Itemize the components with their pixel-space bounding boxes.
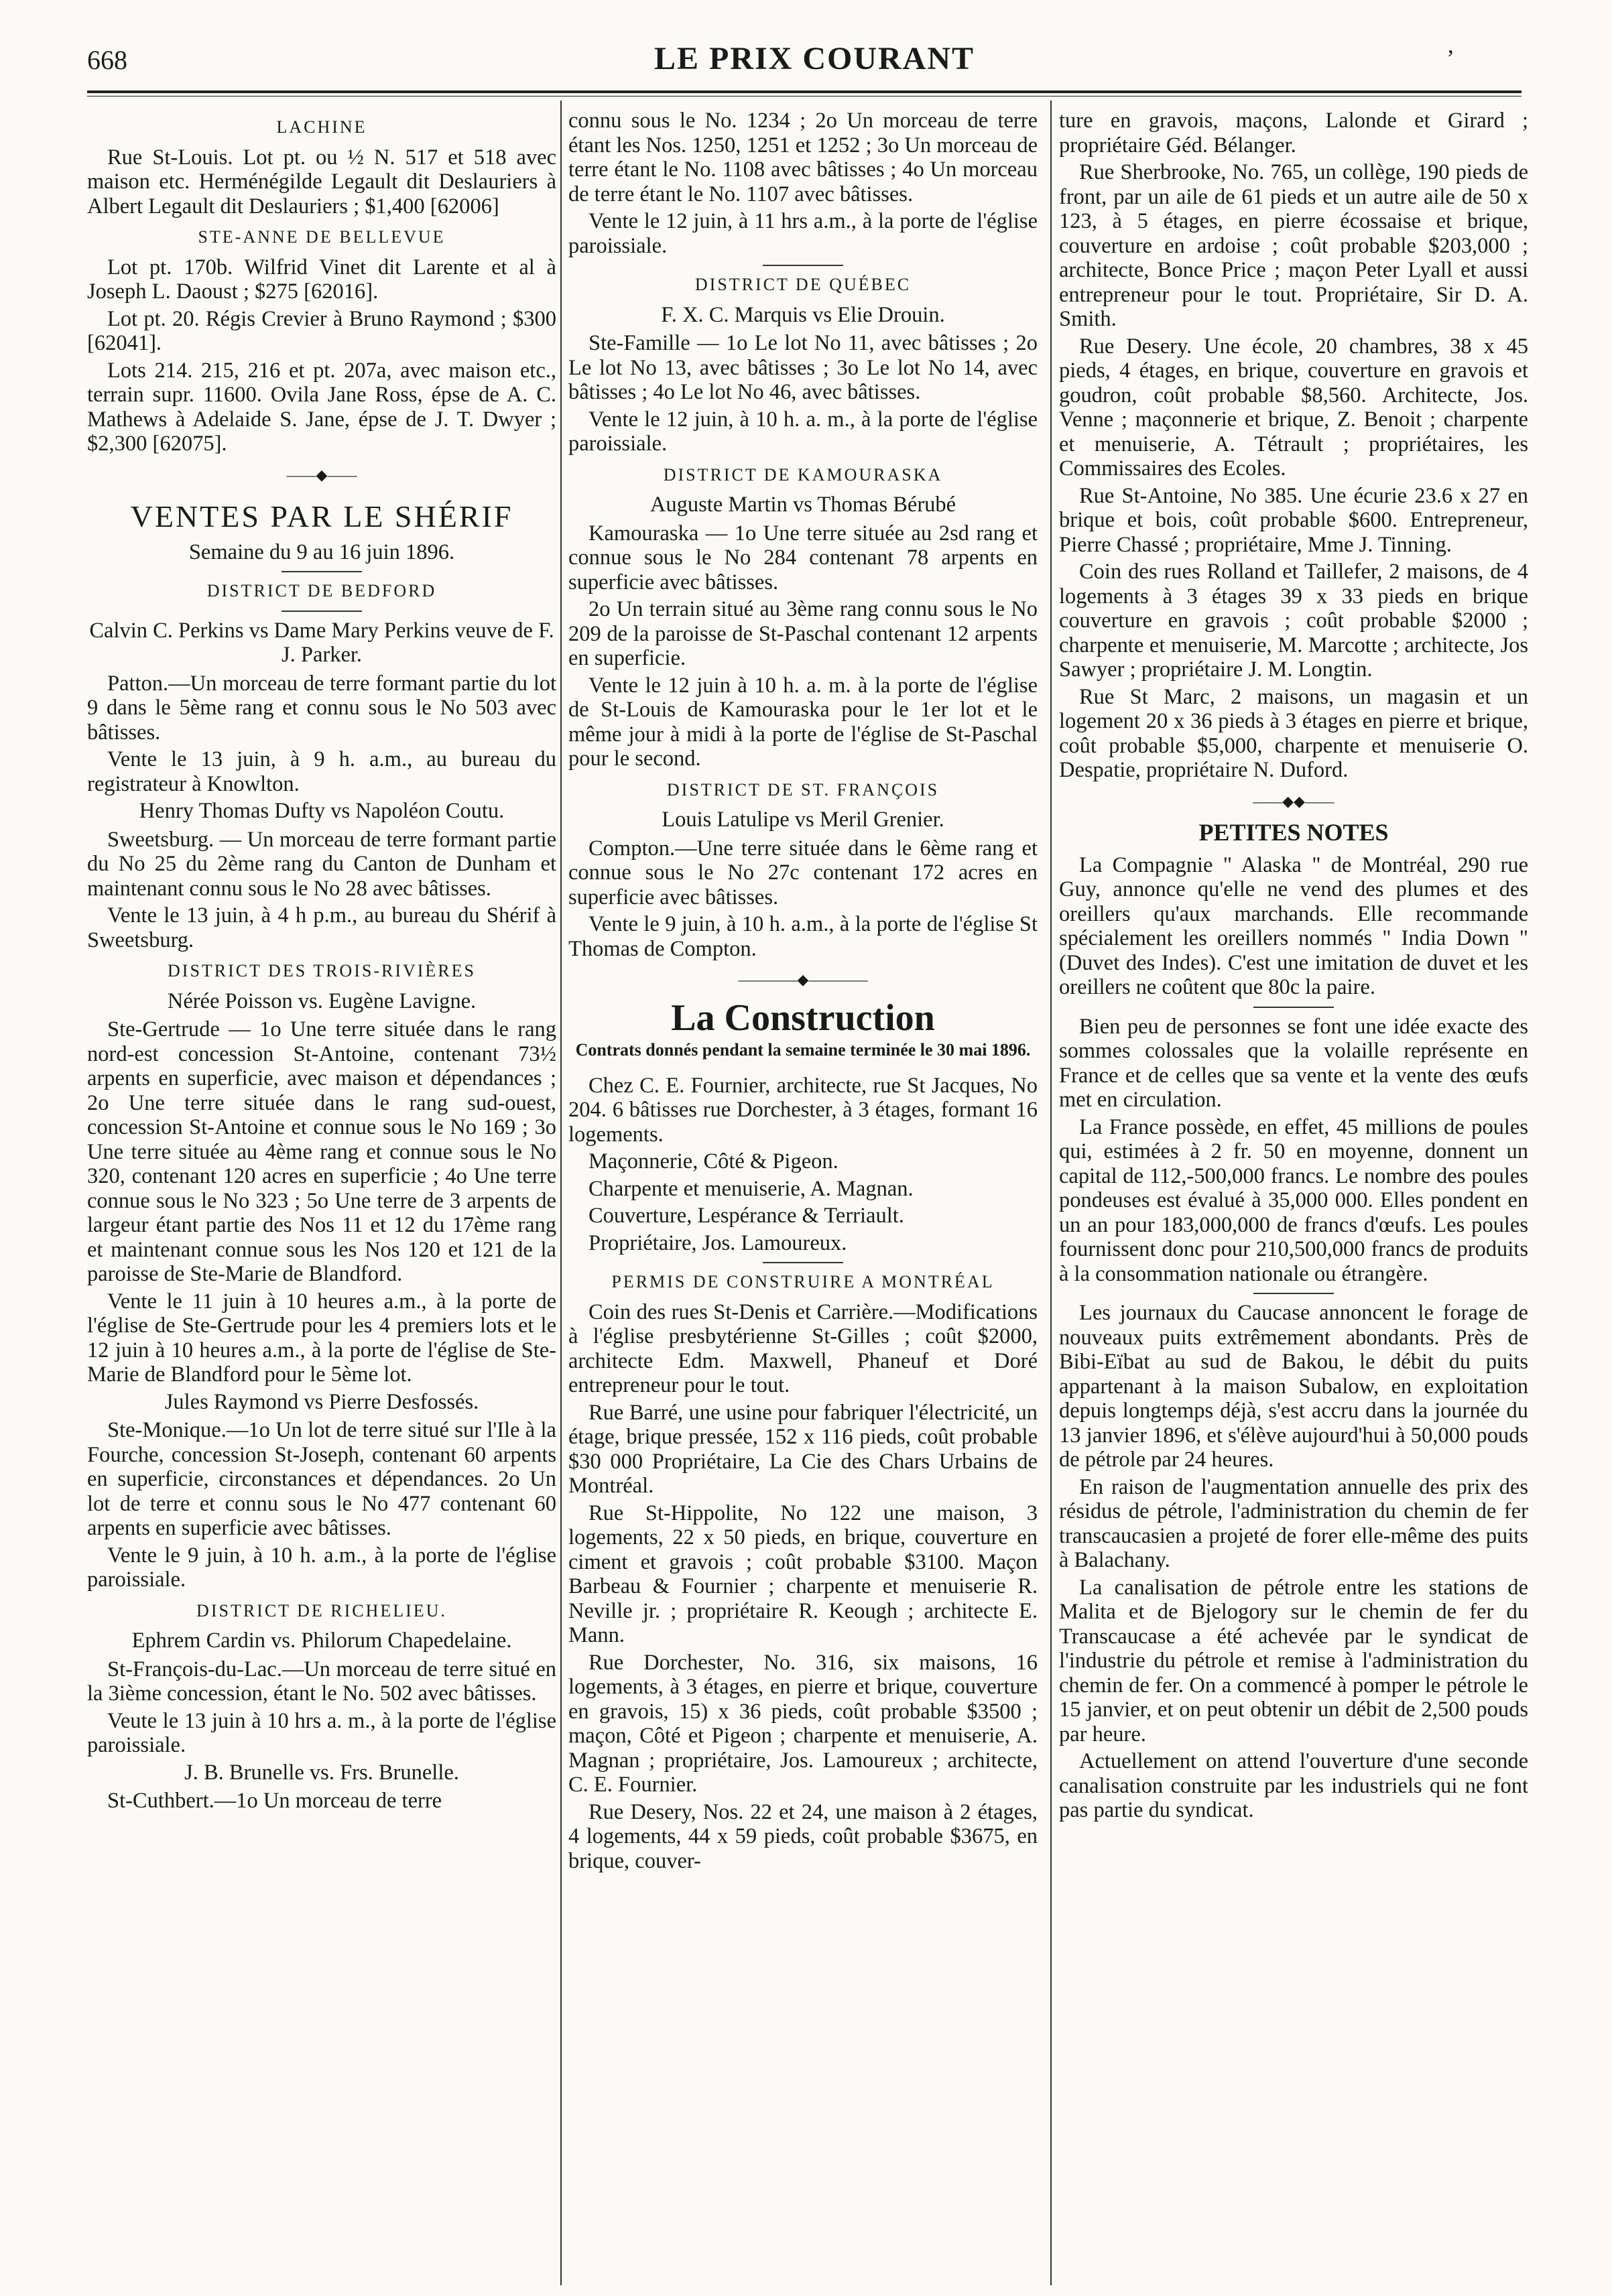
ornament-divider: ——◆◆—— xyxy=(1253,792,1335,810)
paragraph: Rue Barré, une usine pour fabriquer l'électricité, un étage, brique pressée, 152 x 116 pieds, coût probable $30 000 Propriétaire, La Cie des Chars Urbains de Montréal. xyxy=(568,1400,1038,1498)
short-rule xyxy=(282,571,362,572)
paragraph: Vente le 9 juin, à 10 h. a.m., à la porte de l'église St Thomas de Compton. xyxy=(568,912,1038,961)
column-2 xyxy=(568,109,1038,2280)
paragraph: Coin des rues Rolland et Taillefer, 2 maisons, de 4 logements à 3 étages 39 x 33 pieds en brique couverture en gravois ; coût probable $2000 ; charpente et menuiserie, M. Marcotte ; architecte, Jos Sawyer ; propriétaire J. M. Longtin. xyxy=(1059,560,1528,682)
case-title: Henry Thomas Dufty vs Napoléon Coutu. xyxy=(139,799,505,823)
paragraph: Actuellement on attend l'ouverture d'une seconde canalisation construite par les industriels qui ne font pas partie du syndicat. xyxy=(1059,1749,1528,1822)
paragraph: Rue Desery, Nos. 22 et 24, une maison à 2 étages, 4 logements, 44 x 59 pieds, coût probable $3675, en brique, couver- xyxy=(568,1799,1038,1873)
paragraph: Vente le 11 juin à 10 heures a.m., à la porte de l'église de Ste-Gertrude pour les 4 premiers lots et le 12 juin à 10 heures a.m., à la porte de l'église de Ste-Marie de Blandford pour le 5ème lot. xyxy=(87,1289,556,1387)
paragraph: Rue Dorchester, No. 316, six maisons, 16 logements, à 3 étages, en pierre et brique, couverture en gravois, 15) x 36 pieds, coût probable $3500 ; maçon, Côté et Pigeon ; charpente et menuiserie, A. Magnan ; propriétaire, Jos. Lamoureux ; architecte, C. E. Fournier. xyxy=(568,1650,1038,1797)
page-header xyxy=(87,39,1542,86)
list-item: Charpente et menuiserie, A. Magnan. xyxy=(588,1176,914,1201)
page-number: 668 xyxy=(87,45,127,75)
district-heading-kamouraska: DISTRICT DE KAMOURASKA xyxy=(663,464,943,485)
paragraph: Rue St-Hippolite, No 122 une maison, 3 logements, 22 x 50 pieds, en brique, couverture en ciment et gravois ; coût probable $3100. Maçon Barbeau & Fournier ; charpente et menuiserie R. Neville jr. ; propriétaire R. Keough ; architecte E. Mann. xyxy=(568,1501,1038,1647)
stray-mark: ʼ xyxy=(1446,45,1454,72)
column-3 xyxy=(1059,109,1528,2280)
paragraph: Lot pt. 20. Régis Crevier à Bruno Raymond ; $300 [62041]. xyxy=(87,306,556,355)
paragraph: connu sous le No. 1234 ; 2o Un morceau de terre étant les Nos. 1250, 1251 et 1252 ; 3o Un morceau de terre étant le No. 1108 avec bâtisses ; 4o Un morceau de terre étant le No. 1107 avec bâtisses. xyxy=(568,109,1038,206)
contracts-subtitle: Contrats donnés pendant la semaine terminée le 30 mai 1896. xyxy=(575,1040,1031,1060)
running-title: LE PRIX COURANT xyxy=(654,41,975,76)
ornament-divider: ——◆—— xyxy=(286,466,357,483)
case-title: Louis Latulipe vs Meril Grenier. xyxy=(662,808,944,832)
section-heading-bellevue: STE-ANNE DE BELLEVUE xyxy=(198,227,446,247)
paragraph: ture en gravois, maçons, Lalonde et Girard ; propriétaire Géd. Bélanger. xyxy=(1059,109,1528,157)
case-title: Auguste Martin vs Thomas Bérubé xyxy=(649,493,956,517)
case-title: J. B. Brunelle vs. Frs. Brunelle. xyxy=(184,1760,459,1785)
paragraph: La canalisation de pétrole entre les stations de Malita et de Bjelogory sur le chemin de fer du Transcaucase a été achevée par le syndicat de l'industrie du pétrole et remise à l'administration du chemin de fer. On a commencé à pomper le pétrole le 15 janvier, et on peut obtenir un débit de 2,500 pouds par heure. xyxy=(1059,1575,1528,1746)
paragraph: Coin des rues St-Denis et Carrière.—Modifications à l'église presbytérienne St-Gilles ; coût $2000, architecte Edm. Maxwell, Phaneuf et Doré entrepreneur pour le tout. xyxy=(568,1299,1038,1397)
case-title: Calvin C. Perkins vs Dame Mary Perkins veuve de F. J. Parker. xyxy=(89,618,554,667)
short-rule xyxy=(1253,1007,1334,1008)
short-rule xyxy=(1253,1293,1334,1294)
paragraph: Lot pt. 170b. Wilfrid Vinet dit Larente et al à Joseph L. Daoust ; $275 [62016]. xyxy=(87,255,556,304)
paragraph: Rue St-Antoine, No 385. Une écurie 23.6 x 27 en brique et bois, coût probable $600. Entrepreneur, Pierre Chassé ; propriétaire, Mme J. Tinning. xyxy=(1059,483,1528,557)
paragraph: Vente le 13 juin, à 4 h p.m., au bureau du Shérif à Sweetsburg. xyxy=(87,903,556,952)
paragraph: Compton.—Une terre située dans le 6ème rang et connue sous le No 27c contenant 172 acres en superficie avec bâtisses. xyxy=(568,836,1038,909)
paragraph: La Compagnie " Alaska " de Montréal, 290 rue Guy, annonce qu'elle ne vend des plumes et des oreillers qu'aux marchands. Elle recommande spécialement les oreillers nommés " India Down " (Duvet des Indes). C'est une imitation de duvet et les oreillers ne coûtent que 80c la paire. xyxy=(1059,852,1528,999)
district-heading-st-francois: DISTRICT DE ST. FRANÇOIS xyxy=(666,779,940,800)
section-heading-permis: PERMIS DE CONSTRUIRE A MONTRÉAL xyxy=(611,1272,995,1291)
paragraph: Ste-Monique.—1o Un lot de terre situé sur l'Ile à la Fourche, concession St-Joseph, contenant 60 arpents en superficie, circonstances et dépendances. 2o Un lot de terre et connu sous le No 477 contenant 60 arpents en superficie avec bâtisses. xyxy=(87,1418,556,1540)
paragraph: Chez C. E. Fournier, architecte, rue St Jacques, No 204. 6 bâtisses rue Dorchester, à 3 étages, formant 16 logements. xyxy=(568,1073,1038,1147)
contractor-list xyxy=(568,1149,1038,1255)
paragraph: En raison de l'augmentation annuelle des prix des résidus de pétrole, l'administration du chemin de fer transcaucasien a projeté de forer elle-même des puits à Balachany. xyxy=(1059,1474,1528,1572)
district-heading-quebec: DISTRICT DE QUÉBEC xyxy=(694,275,912,294)
section-title-petites-notes: PETITES NOTES xyxy=(1198,819,1389,846)
paragraph: Vente le 12 juin, à 10 h. a. m., à la porte de l'église paroissiale. xyxy=(568,407,1038,456)
case-title: Jules Raymond vs Pierre Desfossés. xyxy=(164,1389,479,1414)
short-rule xyxy=(282,611,362,612)
list-item: Maçonnerie, Côté & Pigeon. xyxy=(588,1149,839,1173)
column-1 xyxy=(87,109,556,2280)
paragraph: Sweetsburg. — Un morceau de terre formant partie du No 25 du 2ème rang du Canton de Dunham et maintenant connu sous le No 28 avec bâtisses. xyxy=(87,827,556,901)
paragraph: Rue St Marc, 2 maisons, un magasin et un logement 20 x 36 pieds à 3 étages en pierre et brique, coût probable $5,000, charpente et menuiserie O. Despatie, propriétaire N. Duford. xyxy=(1059,684,1528,782)
section-title-construction: La Construction xyxy=(671,997,935,1039)
paragraph: Patton.—Un morceau de terre formant partie du lot 9 dans le 5ème rang et connu sous le No 503 avec bâtisses. xyxy=(87,671,556,745)
section-heading-lachine: LACHINE xyxy=(276,117,367,137)
section-title-ventes: VENTES PAR LE SHÉRIF xyxy=(130,499,513,533)
case-title: Nérée Poisson vs. Eugène Lavigne. xyxy=(167,988,477,1013)
case-title: F. X. C. Marquis vs Elie Drouin. xyxy=(661,302,945,327)
paragraph: Vente le 12 juin à 10 h. a. m. à la porte de l'église de St-Louis de Kamouraska pour le 1er lot et le même jour à midi à la porte de l'église de St-Paschal pour le second. xyxy=(568,673,1038,771)
paragraph: St-François-du-Lac.—Un morceau de terre situé en la 3ième concession, étant le No. 502 avec bâtisses. xyxy=(87,1657,556,1706)
paragraph: Vente le 12 juin, à 11 hrs a.m., à la porte de l'église paroissiale. xyxy=(568,209,1038,258)
paragraph: Rue St-Louis. Lot pt. ou ½ N. 517 et 518 avec maison etc. Herménégilde Legault dit Deslauriers à Albert Legault dit Deslauriers ; $1,400 [62006] xyxy=(87,145,556,218)
short-rule xyxy=(763,265,843,266)
header-rule-thin xyxy=(87,96,1522,97)
paragraph: Veute le 13 juin à 10 hrs a. m., à la porte de l'église paroissiale. xyxy=(87,1708,556,1757)
paragraph: Bien peu de personnes se font une idée exacte des sommes colossales que la volaille représente en France et de celles que sa vente et la vente des œufs met en circulation. xyxy=(1059,1014,1528,1112)
paragraph: Vente le 9 juin, à 10 h. a.m., à la porte de l'église paroissiale. xyxy=(87,1543,556,1592)
column-rule-2 xyxy=(1050,101,1052,2285)
week-line: Semaine du 9 au 16 juin 1896. xyxy=(188,539,455,564)
district-heading-richelieu: DISTRICT DE RICHELIEU. xyxy=(196,1600,447,1620)
list-item: Couverture, Lespérance & Terriault. xyxy=(588,1204,904,1228)
paragraph: Kamouraska — 1o Une terre située au 2sd rang et connue sous le No 284 contenant 78 arpents en superficie avec bâtisses. xyxy=(568,521,1038,594)
paragraph: Vente le 13 juin, à 9 h. a.m., au bureau du registrateur à Knowlton. xyxy=(87,747,556,796)
list-item: Propriétaire, Jos. Lamoureux. xyxy=(588,1230,847,1255)
district-heading-bedford: DISTRICT DE BEDFORD xyxy=(206,581,437,600)
paragraph: St-Cuthbert.—1o Un morceau de terre xyxy=(107,1789,442,1813)
case-title: Ephrem Cardin vs. Philorum Chapedelaine. xyxy=(131,1629,512,1653)
paragraph: Les journaux du Caucase annoncent le forage de nouveaux puits extrêmement abondants. Près de Bibi-Eïbat au sud de Bakou, le débit du puits appartenant à la maison Subalow, en exploitation depuis longtemps déjà, s'est accru dans la journée du 13 janvier 1896, et s'élève aujourd'hui à 50,000 pouds de pétrole par 24 heures. xyxy=(1059,1301,1528,1472)
paragraph: Lots 214. 215, 216 et pt. 207a, avec maison etc., terrain supr. 11600. Ovila Jane Ross, épse de A. C. Mathews à Adelaide S. Jane, épse de J. T. Dwyer ; $2,300 [62075]. xyxy=(87,358,556,456)
paragraph: 2o Un terrain situé au 3ème rang connu sous le No 209 de la paroisse de St-Paschal contenant 12 arpents en superficie. xyxy=(568,597,1038,670)
paragraph: Rue Sherbrooke, No. 765, un collège, 190 pieds de front, par un aile de 61 pieds et un autre aile de 50 x 123, à 5 étages, en pierre écossaise et brique, couverture en ardoise ; coût probable $203,000 ; architecte, Bonce Price ; maçon Peter Lyall et aussi entrepreneur pour le tout. Propriétaire, Sir D. A. Smith. xyxy=(1059,160,1528,331)
paragraph: Ste-Gertrude — 1o Une terre située dans le rang nord-est concession St-Antoine, contenant 73½ arpents en superficie, avec maison et dépendances ; 2o Une terre située dans le rang sud-ouest, concession St-Antoine et connue sous le No 169 ; 3o Une terre située au 4ème rang et connue sous le No 320, contenant 120 acres en superficie ; 4o Une terre connue sous le No 323 ; 5o Une terre de 3 arpents de largeur étant partie des Nos 11 et 12 du 17ème rang et maintenant connue sous les Nos 120 et 121 de la paroisse de Ste-Marie de Blandford. xyxy=(87,1017,556,1286)
paragraph: Ste-Famille — 1o Le lot No 11, avec bâtisses ; 2o Le lot No 13, avec bâtisses ; 3o Le lot No 14, avec bâtisses ; 4o Le lot No 46, avec bâtisses. xyxy=(568,331,1038,404)
ornament-divider: ————◆———— xyxy=(738,971,868,988)
column-rule-1 xyxy=(560,101,562,2285)
header-rule xyxy=(87,90,1522,93)
paragraph: Rue Desery. Une école, 20 chambres, 38 x 45 pieds, 4 étages, en brique, couverture en gravois et goudron, coût probable $8,560. Architecte, Jos. Venne ; maçonnerie et brique, Z. Benoit ; charpente et menuiserie, A. Tétrault ; propriétaires, les Commissaires des Ecoles. xyxy=(1059,334,1528,481)
district-heading-trois-rivieres: DISTRICT DES TROIS-RIVIÈRES xyxy=(168,961,476,980)
paragraph: La France possède, en effet, 45 millions de poules qui, estimées à 2 fr. 50 en moyenne, donnent un capital de 112,-500,000 francs. Le nombre des poules pondeuses est évalué à 35,000 000. Elles pondent en un an pour 183,000,000 de francs d'œufs. Les poules fournissent donc pour 210,500,000 francs de produits à la consommation nationale ou étrangère. xyxy=(1059,1114,1528,1286)
short-rule xyxy=(763,1262,843,1263)
